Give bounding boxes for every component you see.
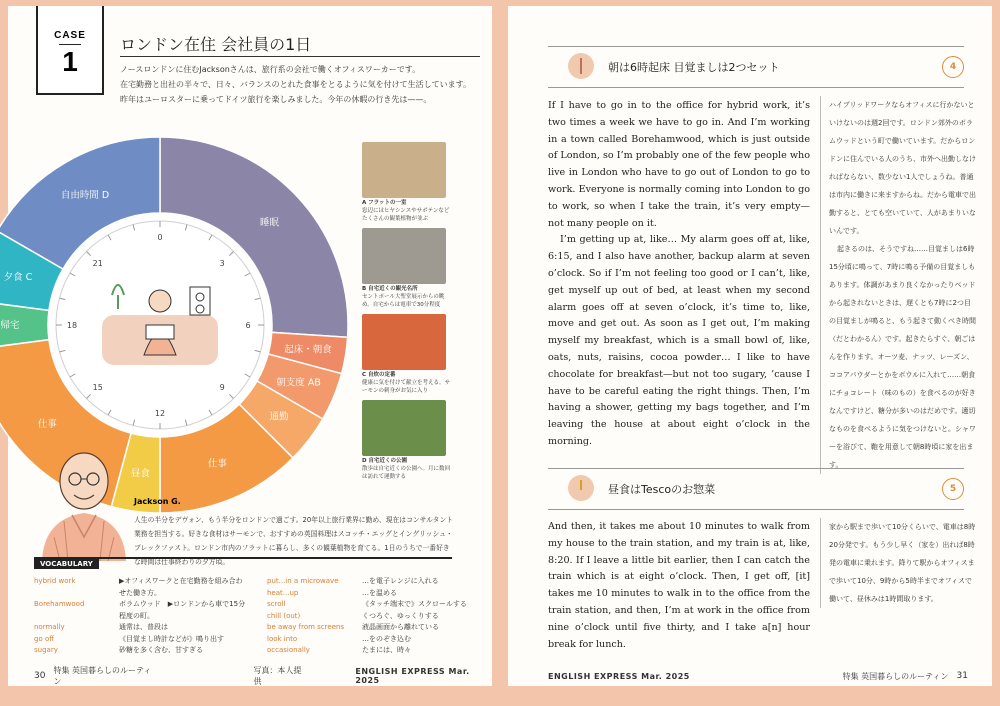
photo-caption-A: A フラットの一室 窓辺にはヒヤシンスやサボテンなどたくさんの観葉植物が並ぶ (362, 200, 450, 222)
case-number: 1 (62, 46, 78, 77)
schedule-label-5: 昼食 (130, 468, 150, 480)
vocab-item: heat...up …を温める (267, 588, 397, 597)
section-morning-title: 朝は6時起床 目覚ましは2つセット (608, 61, 780, 74)
vocab-item: hybrid work ▶オフィスワークと在宅勤務を組み合わせた働き方。 (34, 577, 243, 597)
right-folio: ENGLISH EXPRESS Mar. 2025 特集 英国暮らしのルーティン 31 (548, 671, 968, 681)
left-folio: 30 特集 英国暮らしのルーティン 写真：本人提供 ENGLISH EXPRESS Mar. 2025 (34, 666, 470, 686)
clock-number-18: 18 (66, 321, 78, 330)
section-lunch-header (548, 468, 964, 510)
photo-caption-C: C 自炊の定番 健康に気を付けて献立を考える。サーモンの刺身がお気に入り (362, 372, 451, 394)
paragraph: If I have to go in to the office for hybrid work, it’s two times a week we have to go in. And I’m working in a town called Borehamwood, which is just outside of London, so I’m probably one of the few people who live in London who have to go out of London to go to work. Everyone is normally coming into London to go to work, so when I take the train, it’s very empty—not many people on it. (548, 100, 810, 229)
right-page (508, 6, 992, 686)
photo-C (362, 314, 446, 370)
paragraph: And then, it takes me about 10 minutes to walk from my house to the train station, and my train is at, like, 8:20. If I leave a little bit earlier, then I can catch the train which is at eight o’clock. Then, I get off, [it] takes me 10 minutes to walk in to the office from the train station, and then, I’m at work in the office from nine o’clock until five thirty, and I take a[n] hour break for lunch. (548, 521, 810, 650)
audio-track-4-icon[interactable]: 4 (942, 56, 964, 78)
schedule-label-4: 仕事 (207, 458, 227, 470)
vocab-item: be away from screens 液晶画面から離れている (267, 623, 439, 631)
clock-number-21: 21 (92, 258, 103, 268)
lead-text: ノースロンドンに住むJacksonさんは、旅行系の会社で働くオフィスワーカーです。 在宅勤務と出社の半々で、日々、バランスのとれた食事をとるように気を付けて生活しています。 昨年はユーロスターに乗ってドイツ旅行を楽しみました。今年の休暇の行き先は——。 (120, 65, 471, 104)
clock-number-0: 0 (157, 233, 163, 242)
schedule-label-1: 起床・朝食 (284, 344, 332, 356)
page-title: ロンドン在住 会社員の1日 (120, 35, 312, 54)
vocab-item: sugary 砂糖を多く含む、甘すぎる (34, 646, 203, 654)
clock-number-9: 9 (219, 383, 225, 393)
vocab-item: normally 通常は、普段は (34, 623, 168, 631)
schedule-label-8: 夕食 C (3, 271, 33, 283)
photo-D (362, 400, 446, 456)
section-lunch-english (548, 519, 810, 653)
clock-number-15: 15 (92, 383, 103, 393)
section-morning-japanese (820, 96, 977, 474)
bio-name: Jackson G. (134, 497, 181, 506)
photo-caption-D: D 自宅近くの公園 散歩は自宅近くの公園へ。月に数回は訪れて運動する (362, 458, 451, 480)
audio-track-5-icon[interactable]: 5 (942, 478, 964, 500)
jackson-illustration (34, 441, 134, 561)
vocabulary-label: VOCABULARY (34, 559, 99, 569)
vocab-item: occasionally たまには、時々 (267, 646, 411, 654)
photo-caption-B: B 自宅近くの観光名所 セントポール大聖堂展示からの眺め。自宅からは電車で30分程度 (362, 286, 445, 308)
vocab-item: go off 《目覚まし時計などが》鳴り出す (34, 634, 224, 643)
paragraph: 家から駅まで歩いて10分くらいで、電車は8時20分発です。もう少し早く（家を）出れば8時発の電車に乗れます。降りて駅からオフィスまで歩いて10分、9時から5時半までオフィスで働いて、昼休みは1時間取ります。 (829, 523, 976, 603)
vocab-item: scroll 《タッチ端末で》スクロールする (267, 600, 467, 608)
vocabulary-list-right (267, 576, 467, 657)
vocab-item: chill (out) くつろぐ、ゆっくりする (267, 611, 439, 620)
schedule-label-2: 朝支度 AB (276, 377, 321, 389)
clock-number-12: 12 (154, 409, 166, 418)
left-page (0, 6, 492, 686)
noon-clock-icon (568, 475, 594, 501)
photo-A (362, 142, 446, 198)
schedule-label-3: 通勤 (269, 411, 289, 423)
schedule-label-6: 仕事 (37, 418, 57, 430)
photo-B (362, 228, 446, 284)
bio-text: 人生の半分をデヴォン、もう半分をロンドンで過ごす。20年以上旅行業界に勤め、現在はコンサルタント業務を担当する。好きな食材はサーモンで、おすすめの英国料理はスコッチ・エッグとイングリッシュ・ブレックファスト。ロンドン市内のフラットに暮らし、多くの観葉植物を育てる。1日のうちで一番好きな時間は仕事終わりの夕方頃。 (134, 516, 454, 566)
section-morning-header (548, 46, 964, 88)
case-label: CASE (54, 30, 86, 41)
schedule-label-9: 自由時間 D (60, 190, 110, 202)
clock-number-3: 3 (219, 258, 225, 268)
morning-clock-icon (568, 53, 594, 79)
schedule-label-7: 帰宅 (0, 320, 20, 331)
vocabulary-list-left (34, 576, 249, 657)
section-lunch-japanese (820, 518, 977, 608)
paragraph: I’m getting up at, like… My alarm goes off at, like, 6:15, and I also have another, backup alarm at seven o’clock. So if I’m not feeling too good or I can’t, like, get myself up out of bed, at least when my second alarm goes off at seven o’clock, it’s time to, like, move and get out. As soon as I get out, I’m making myself my breakfast, which is a small bowl of, like, oats, nuts, raisins, cocoa powder… I like to have chocolate for breakfast—but not too sugary, ’cause I have to be careful eating the right things. Then, I’m having a shower, getting my bags together, and I’m leaving the house at about eight o’clock in the morning. (548, 234, 810, 447)
vocab-item: put...in a microwave …を電子レンジに入れる (267, 577, 439, 585)
paragraph: ハイブリッドワークならオフィスに行かないといけないのは週2回です。ロンドン郊外のボラムウッドという町で働いています。だからロンドンに住んでいる人のうち、市外へ出勤しなければならない、数少ない1人でしょうね。普通は市内に働きに来ますからね。だから電車で出勤すると、とても空いていて、人があまりいないんです。 (829, 101, 976, 235)
section-lunch-title: 昼食はTescoのお惣菜 (608, 483, 716, 496)
paragraph: 起きるのは、そうですね……目覚ましは6時15分頃に鳴って、7時に鳴る予備の目覚ましもあります。体調があまり良くなかったりベッドから起きれないときは、遅くとも7時に2つ目の目覚ましが鳴ると、もう起きて動くべき時間（だとわかるん）です。起きたらすぐ、朝ごはんを作ります。オーツ麦、ナッツ、レーズン、ココアパウダーとかをボウルに入れて……朝食にチョコレート（味のもの）を食べるのが好きなんですけど、糖分が多いのはだめです。適切なものを食べるように気をつけないと。シャワーを浴びて、鞄を用意して朝8時頃に家を出ます。 (829, 245, 976, 469)
vocab-item: Borehamwood ボラムウッド ▶ロンドンから車で15分程度の町。 (34, 600, 246, 620)
vocab-item: look into …をのぞき込む (267, 634, 411, 643)
schedule-label-0: 睡眠 (259, 217, 279, 229)
section-morning-english (548, 98, 810, 451)
clock-number-6: 6 (245, 321, 251, 330)
